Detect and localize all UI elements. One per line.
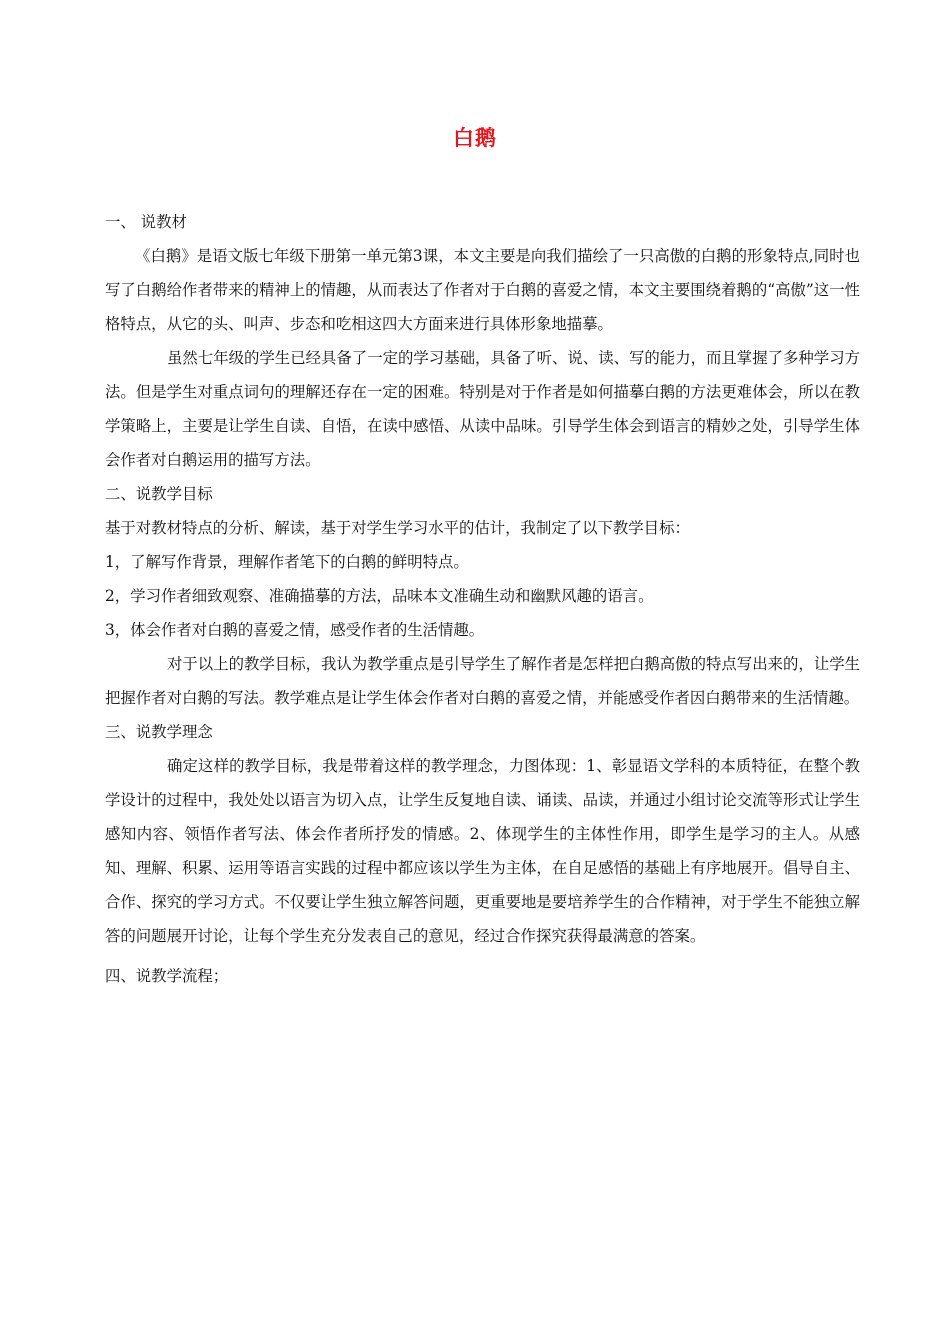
- section-heading-1: 一、 说教材: [105, 213, 187, 231]
- paragraph-textbook-intro: 《白鹅》是语文版七年级下册第一单元第3课，本文主要是向我们描绘了一只高傲的白鹅的形象特点,同时也写了白鹅给作者带来的精神上的情趣，从而表达了作者对于白鹅的喜爱之情，本文主要围绕着鹅的“高傲”这一性格特点，从它的头、叫声、步态和吃相这四大方面来进行具体形象地描摹。: [105, 247, 860, 333]
- goal-item-2: 2，学习作者细致观察、准确描摹的方法，品味本文准确生动和幽默风趣的语言。: [105, 587, 654, 605]
- section-heading-4: 四、说教学流程；: [105, 967, 229, 985]
- document-body: [105, 205, 860, 993]
- document-title: 白鹅: [453, 126, 497, 150]
- paragraph-teaching-philosophy: 确定这样的教学目标，我是带着这样的教学理念，力图体现：1、彰显语文学科的本质特征，在整个教学设计的过程中，我处处以语言为切入点，让学生反复地自读、诵读、品读，并通过小组讨论交流等形式让学生感知内容、领悟作者写法、体会作者所抒发的情感。2、体现学生的主体性作用，即学生是学习的主人。从感知、理解、积累、运用等语言实践的过程中都应该以学生为主体，在自足感悟的基础上有序地展开。倡导自主、合作、探究的学习方式。不仅要让学生独立解答问题，更重要地是要培养学生的合作精神，对于学生不能独立解答的问题展开讨论，让每个学生充分发表自己的意见，经过合作探究获得最满意的答案。: [105, 757, 860, 945]
- paragraph-student-analysis: 虽然七年级的学生已经具备了一定的学习基础，具备了听、说、读、写的能力，而且掌握了多种学习方法。但是学生对重点词句的理解还存在一定的困难。特别是对于作者是如何描摹白鹅的方法更难体会，所以在教学策略上，主要是让学生自读、自悟，在读中感悟、从读中品味。引导学生体会到语言的精妙之处，引导学生体会作者对白鹅运用的描写方法。: [105, 349, 860, 469]
- paragraph-focus-difficulty: 对于以上的教学目标，我认为教学重点是引导学生了解作者是怎样把白鹅高傲的特点写出来的，让学生把握作者对白鹅的写法。教学难点是让学生体会作者对白鹅的喜爱之情，并能感受作者因白鹅带来的生活情趣。: [105, 655, 860, 707]
- goal-item-1: 1，了解写作背景，理解作者笔下的白鹅的鲜明特点。: [105, 553, 469, 571]
- paragraph-goals-intro: 基于对教材特点的分析、解读，基于对学生学习水平的估计，我制定了以下教学目标：: [105, 519, 690, 537]
- section-heading-3: 三、说教学理念: [105, 723, 213, 741]
- section-heading-2: 二、说教学目标: [105, 485, 213, 503]
- goal-item-3: 3，体会作者对白鹅的喜爱之情，感受作者的生活情趣。: [105, 621, 485, 639]
